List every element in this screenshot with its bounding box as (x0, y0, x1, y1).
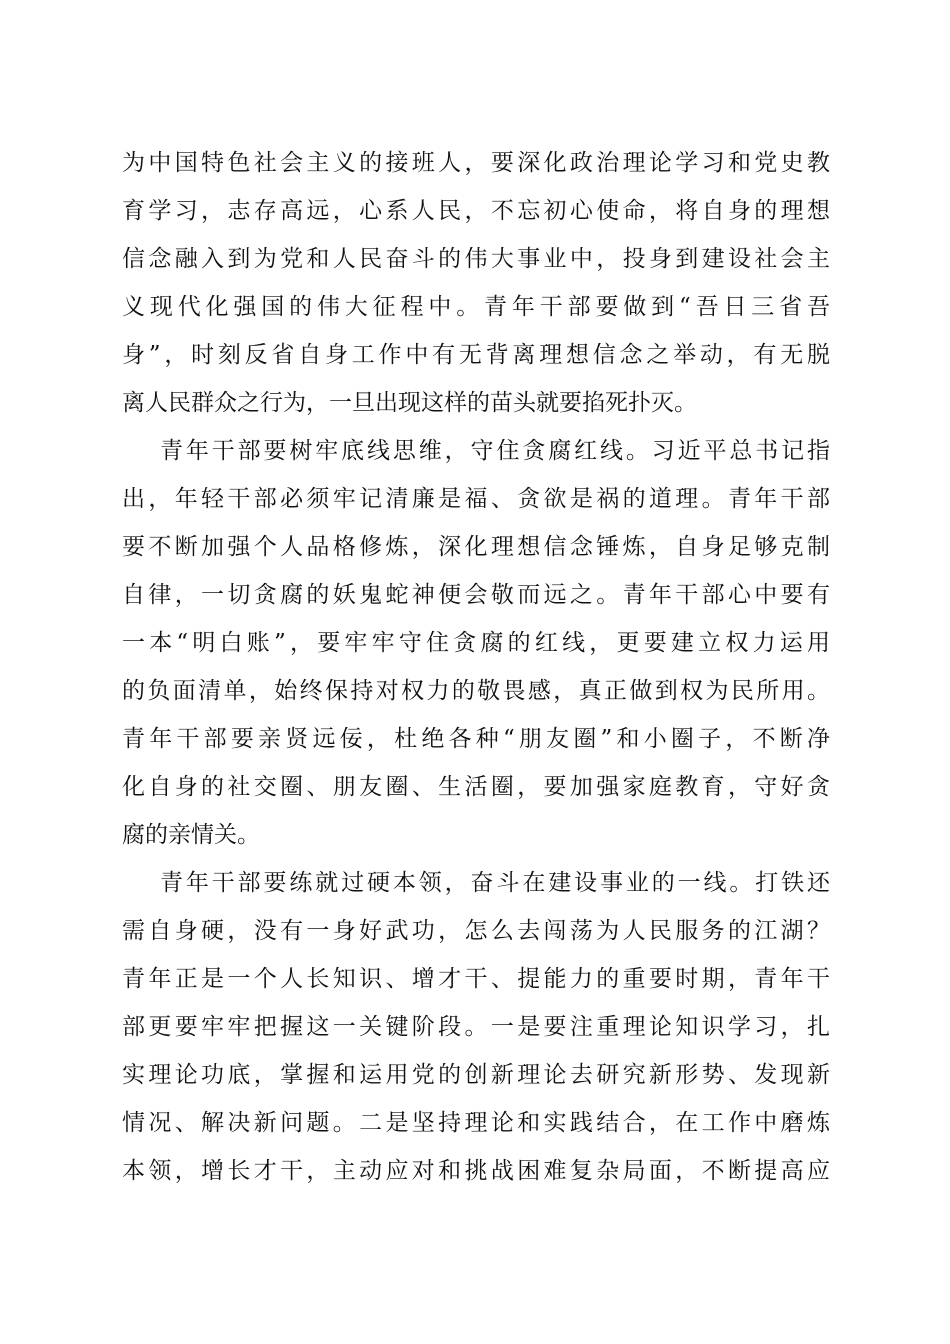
text-line: 化自身的社交圈、朋友圈、生活圈，要加强家庭教育，守好贪 (122, 774, 830, 800)
text-line: 离人民群众之行为，一旦出现这样的苗头就要掐死扑灭。 (122, 390, 697, 416)
text-line: 身”，时刻反省自身工作中有无背离理想信念之举动，有无脱 (122, 342, 830, 368)
text-line: 需自身硬，没有一身好武功，怎么去闯荡为人民服务的江湖？ (122, 918, 830, 944)
text-line: 育学习，志存高远，心系人民，不忘初心使命，将自身的理想 (122, 198, 830, 224)
paragraph-1 (122, 139, 830, 427)
text-line: 实理论功底，掌握和运用党的创新理论去研究新形势、发现新 (122, 1062, 830, 1088)
text-line: 为中国特色社会主义的接班人，要深化政治理论学习和党史教 (122, 150, 830, 176)
paragraph-2 (122, 427, 830, 859)
text-line: 出，年轻干部必须牢记清廉是福、贪欲是祸的道理。青年干部 (122, 486, 830, 512)
text-line: 要不断加强个人品格修炼，深化理想信念锤炼，自身足够克制 (122, 534, 830, 560)
paragraph-3 (122, 859, 830, 1195)
text-line: 信念融入到为党和人民奋斗的伟大事业中，投身到建设社会主 (122, 246, 830, 272)
text-line: 青年干部要练就过硬本领，奋斗在建设事业的一线。打铁还 (160, 870, 830, 896)
text-line: 义现代化强国的伟大征程中。青年干部要做到“吾日三省吾 (122, 294, 830, 320)
document-body (122, 139, 830, 1195)
text-line: 自律，一切贪腐的妖鬼蛇神便会敬而远之。青年干部心中要有 (122, 582, 830, 608)
text-line: 部更要牢牢把握这一关键阶段。一是要注重理论知识学习，扎 (122, 1014, 830, 1040)
text-line: 青年干部要亲贤远佞，杜绝各种“朋友圈”和小圈子，不断净 (122, 726, 830, 752)
text-line: 青年正是一个人长知识、增才干、提能力的重要时期，青年干 (122, 966, 830, 992)
text-line: 本领，增长才干，主动应对和挑战困难复杂局面，不断提高应 (122, 1158, 830, 1184)
text-line: 情况、解决新问题。二是坚持理论和实践结合，在工作中磨炼 (122, 1110, 830, 1136)
text-line: 腐的亲情关。 (122, 822, 260, 848)
text-line: 一本“明白账”，要牢牢守住贪腐的红线，更要建立权力运用 (122, 630, 830, 656)
text-line: 青年干部要树牢底线思维，守住贪腐红线。习近平总书记指 (160, 438, 830, 464)
text-line: 的负面清单，始终保持对权力的敬畏感，真正做到权为民所用。 (122, 678, 830, 704)
